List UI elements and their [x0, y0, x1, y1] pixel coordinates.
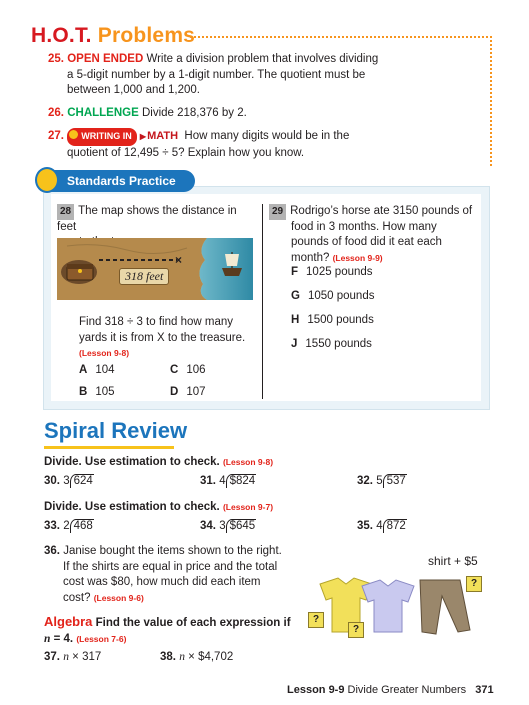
question-28: 28 The map shows the distance in feet — [57, 205, 237, 233]
question-tag-shirt-1: ? — [308, 612, 324, 628]
dotted-border-top — [190, 36, 492, 38]
treasure-map — [57, 238, 253, 300]
hot-label: H.O.T. — [31, 24, 92, 47]
question-tag-shirt-2: ? — [348, 622, 364, 638]
page-footer: Lesson 9-9 Divide Greater Numbers 371 — [287, 684, 494, 696]
question-27: 27. WRITING IN ▶ MATH How many digits would be in the quotient of 12,495 ÷ 5? Explain how you know. — [48, 128, 478, 161]
problem-30: 30. 3 624 — [44, 475, 93, 487]
question-26: 26. CHALLENGE Divide 218,376 by 2. — [48, 107, 247, 119]
question-25: 25. OPEN ENDED Write a division problem that involves dividing a 5-digit number by a 1-digit number. The quotient must be between 1,000 and 1,200. — [48, 53, 379, 96]
problem-32: 32. 5 537 — [357, 475, 406, 487]
standards-practice-header: Standards Practice — [37, 170, 195, 192]
dotted-border-right — [490, 36, 492, 166]
map-x-mark: × — [175, 253, 183, 267]
option-b[interactable]: B 105 — [79, 386, 115, 398]
math-label: ▶ MATH — [140, 130, 178, 142]
section-1-heading: Divide. Use estimation to check. (Lesson 9-8) — [44, 456, 274, 468]
map-distance-label: 318 feet — [119, 268, 169, 285]
section-2-heading: Divide. Use estimation to check. (Lesson 9-7) — [44, 501, 274, 513]
question-tag-pants: ? — [466, 576, 482, 592]
option-d[interactable]: D 107 — [170, 386, 206, 398]
problem-37: 37. n × 317 — [44, 651, 102, 663]
option-j[interactable]: J 1550 pounds — [291, 338, 372, 350]
hot-problems-title — [31, 24, 195, 48]
standards-icon — [35, 167, 59, 193]
problem-38: 38. n × $4,702 — [160, 651, 234, 663]
option-a[interactable]: A 104 — [79, 364, 115, 376]
problem-33: 33. 2 468 — [44, 520, 93, 532]
option-g[interactable]: G 1050 pounds — [291, 290, 375, 302]
clothes-image — [300, 570, 490, 642]
clothes-illustration — [300, 570, 490, 642]
algebra-heading: Algebra Find the value of each expression if n = 4. (Lesson 7-6) — [44, 614, 291, 645]
option-f[interactable]: F 1025 pounds — [291, 266, 373, 278]
option-c[interactable]: C 106 — [170, 364, 206, 376]
question-36: 36. Janise bought the items shown to the right. If the shirts are equal in price and the total cost was $80, how much did each item cost? (Lesson 9-6) — [44, 545, 282, 604]
problem-34: 34. 3 $645 — [200, 520, 256, 532]
column-divider — [262, 204, 263, 399]
spiral-review-title: Spiral Review — [44, 418, 188, 443]
shirt-price-tag-label: shirt + $5 — [428, 554, 478, 568]
problem-35: 35. 4 872 — [357, 520, 406, 532]
writing-in-math-badge: WRITING IN — [67, 128, 137, 146]
spiral-review-underline — [44, 446, 174, 449]
option-h[interactable]: H 1500 pounds — [291, 314, 374, 326]
problems-label: Problems — [97, 24, 196, 47]
question-29: 29 Rodrigo’s horse ate 3150 pounds of food in 3 months. How many pounds of food did it eat each month? (Lesson 9-9) — [269, 204, 484, 266]
question-28-body: Find 318 ÷ 3 to find how many yards it is from X to the treasure. (Lesson 9-8) — [79, 316, 246, 358]
problem-31: 31. 4 $824 — [200, 475, 256, 487]
